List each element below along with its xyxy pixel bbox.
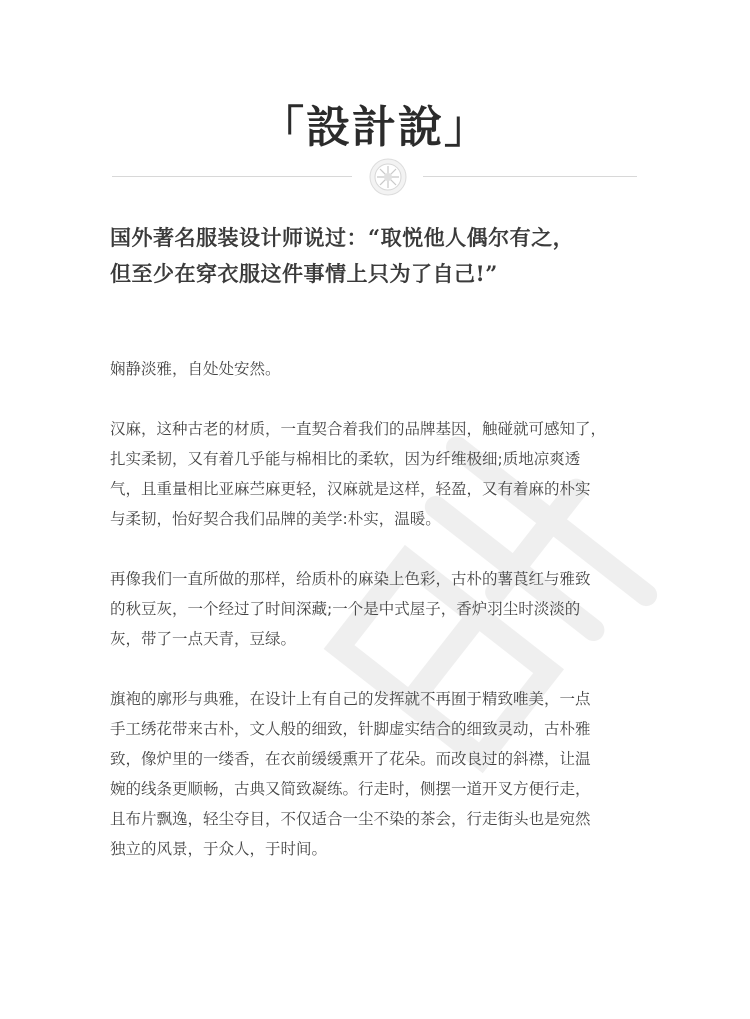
paragraph (110, 564, 670, 654)
paragraph-line: 婉的线条更顺畅，古典又简致凝练。行走时，侧摆一道开叉方便行走， (110, 780, 591, 798)
divider-line-right (423, 176, 637, 177)
paragraph-line: 灰，带了一点天青，豆绿。 (110, 630, 297, 648)
paragraph-line: 与柔韧，怡好契合我们品牌的美学:朴实，温暖。 (110, 510, 441, 528)
paragraph-line: 独立的风景，于众人，于时间。 (110, 840, 328, 858)
paragraph-line: 汉麻，这种古老的材质，一直契合着我们的品牌基因，触碰就可感知了， (110, 420, 607, 438)
paragraph-line: 扎实柔韧，又有着几乎能与棉相比的柔软，因为纤维极细;质地凉爽透 (110, 450, 581, 468)
paragraph-line: 且布片飘逸，轻尘夺目，不仅适合一尘不染的茶会，行走街头也是宛然 (110, 810, 591, 828)
headline-line: 但至少在穿衣服这件事情上只为了自己!” (110, 261, 498, 286)
body-text (110, 354, 670, 894)
headline-quote (110, 220, 670, 292)
paragraph-line: 旗袍的廓形与典雅，在设计上有自己的发挥就不再囿于精致唯美，一点 (110, 690, 591, 708)
paragraph-line: 的秋豆灰，一个经过了时间深藏;一个是中式屋子，香炉羽尘时淡淡的 (110, 600, 581, 618)
paragraph-line: 手工绣花带来古朴，文人般的细致，针脚虚实结合的细致灵动，古朴雅 (110, 720, 591, 738)
paragraph (110, 354, 670, 384)
paragraph-line: 致，像炉里的一缕香，在衣前缓缓熏开了花朵。而改良过的斜襟，让温 (110, 750, 591, 768)
divider-line-left (112, 176, 352, 177)
paragraph (110, 684, 670, 864)
paragraph (110, 414, 670, 534)
paragraph-line: 气，且重量相比亚麻苎麻更轻，汉麻就是这样，轻盈，又有着麻的朴实 (110, 480, 591, 498)
ornament-emblem-icon (369, 158, 407, 196)
page-title: 「設計說」 (260, 102, 490, 153)
headline-line: 国外著名服装设计师说过：“取悦他人偶尔有之， (110, 225, 575, 250)
paragraph-line: 再像我们一直所做的那样，给质朴的麻染上色彩，古朴的薯莨红与雅致 (110, 570, 591, 588)
paragraph-line: 娴静淡雅，自处处安然。 (110, 360, 281, 378)
